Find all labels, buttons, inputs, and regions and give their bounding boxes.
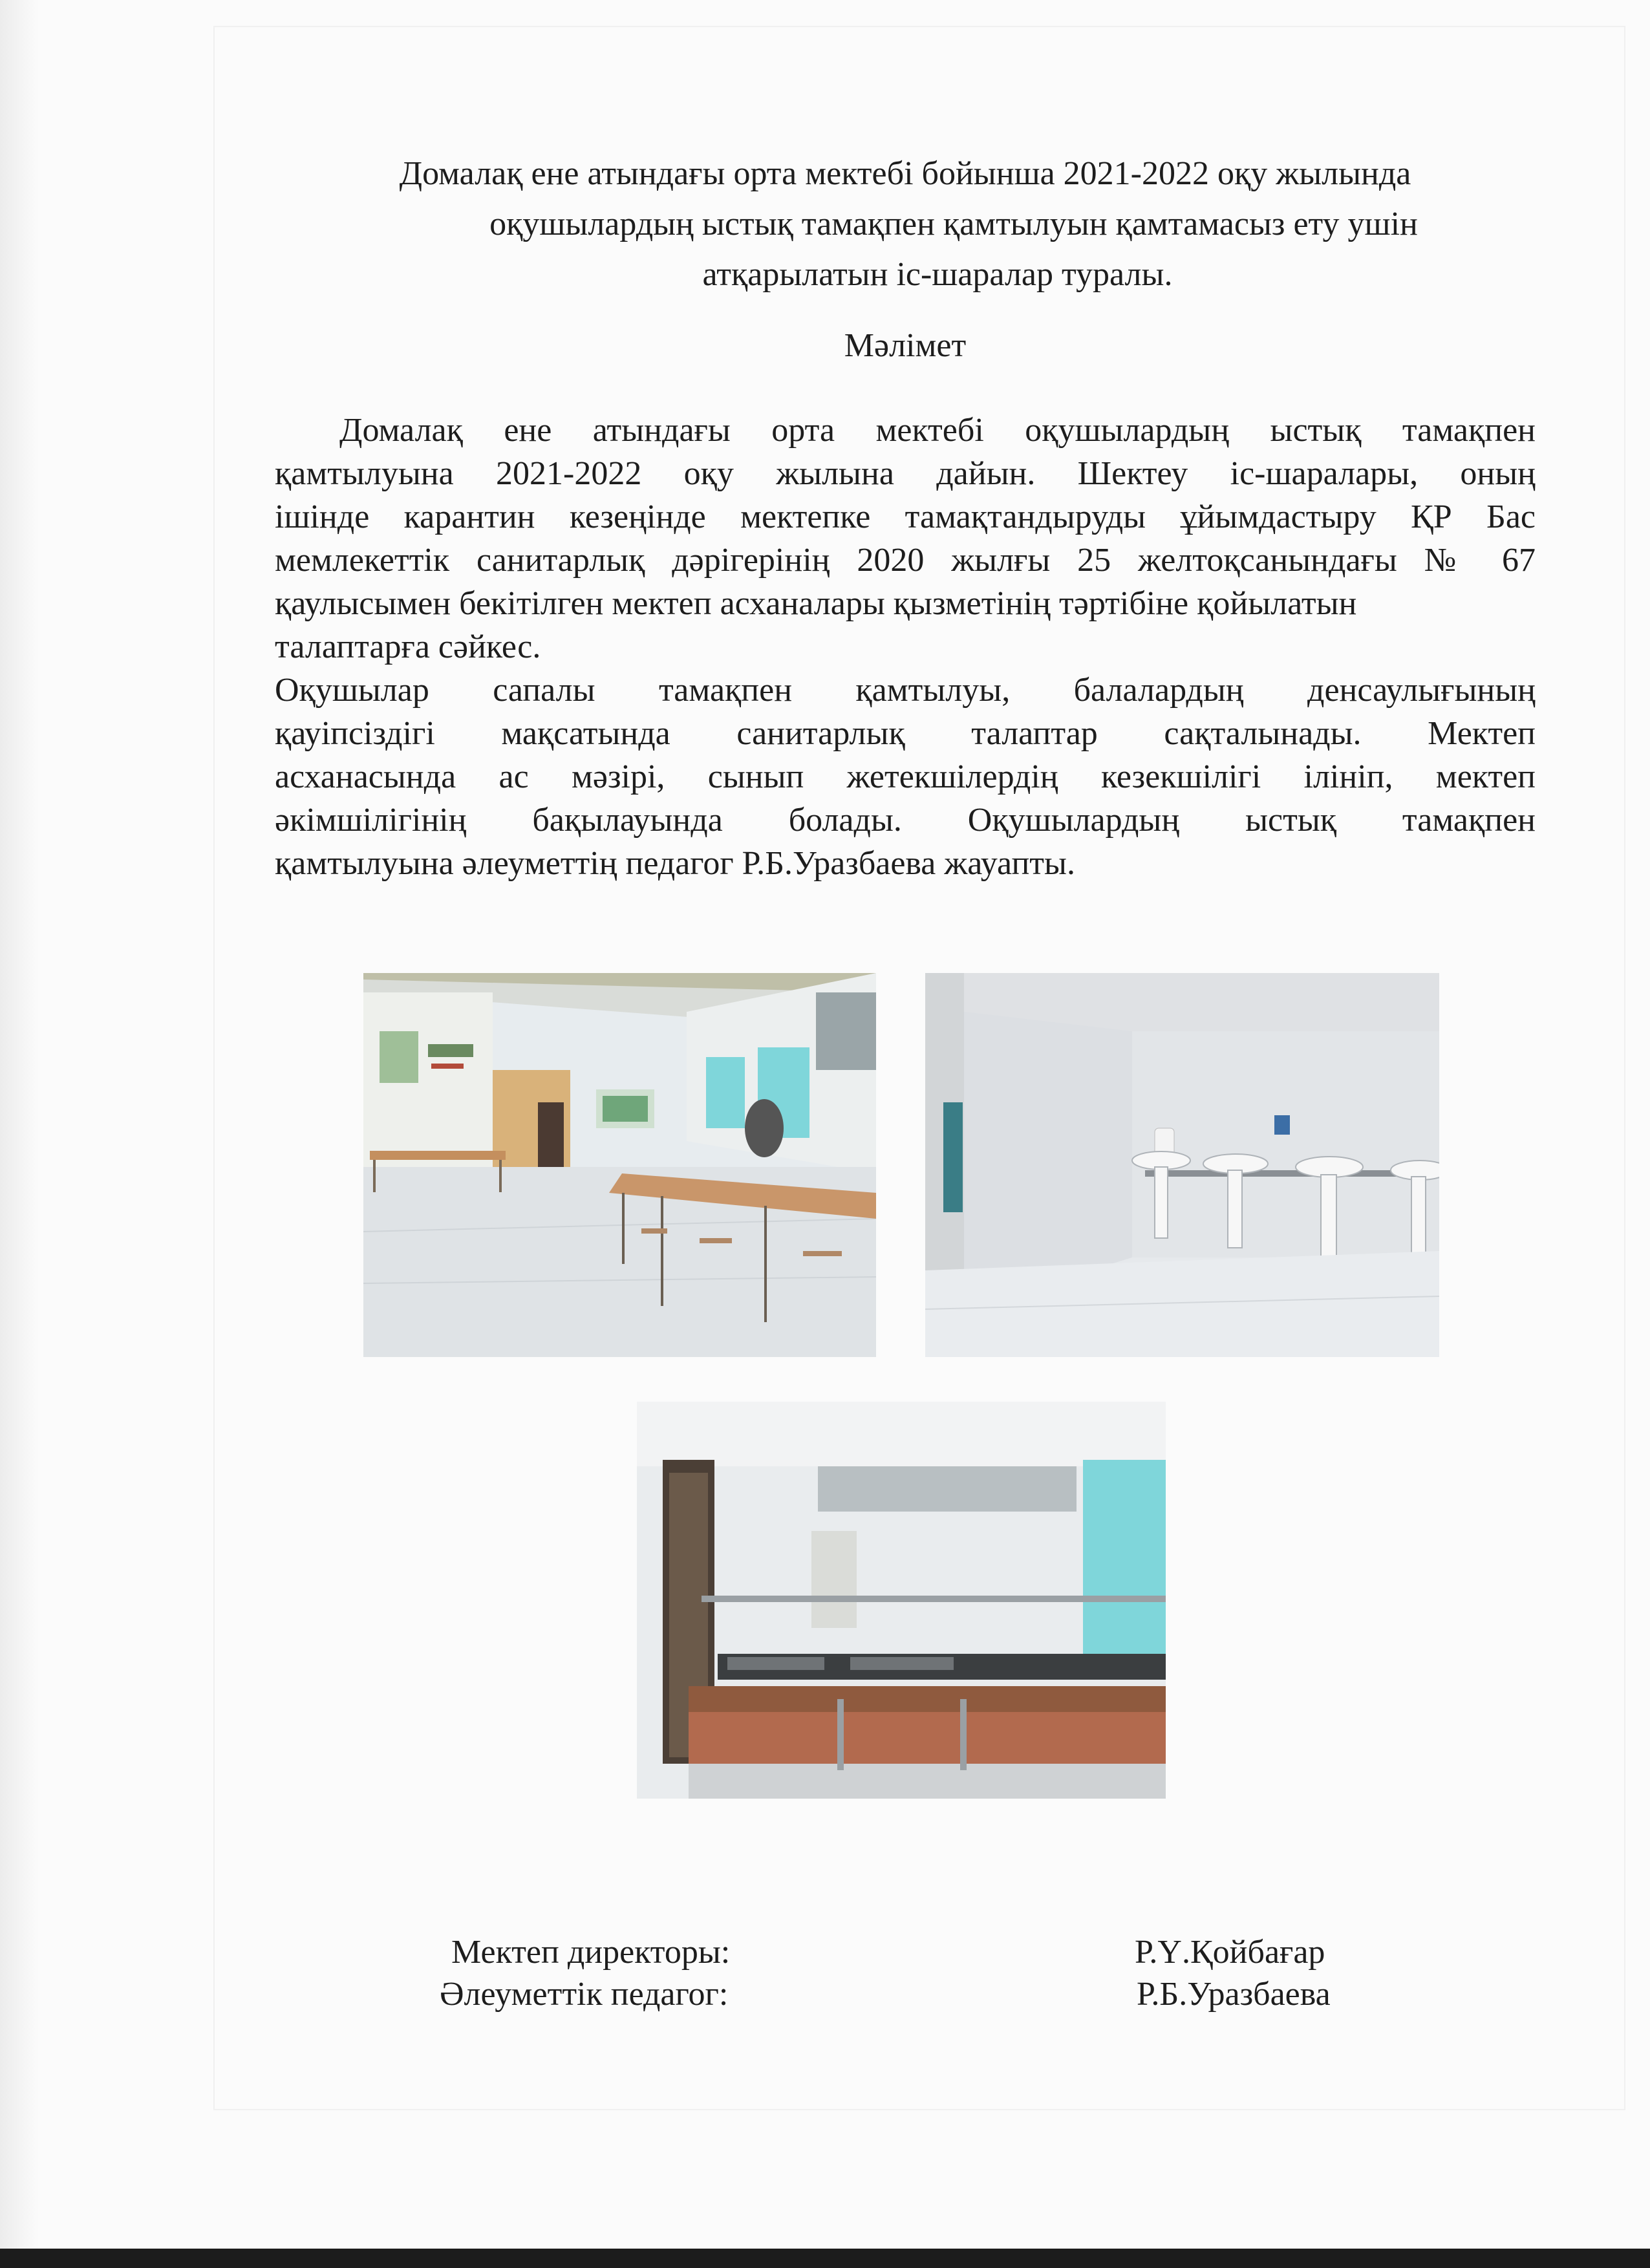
title-line-1: Домалақ ене атындағы орта мектебі бойынша 2021-2022 оқу жылында — [399, 155, 1411, 192]
paragraph-1-line: қаулысымен бекітілген мектеп асханалары қызметінің тәртібіне қойылатын — [275, 585, 1357, 622]
scan-shadow-bottom — [0, 2249, 1650, 2268]
title-line-2: оқушылардың ыстық тамақпен қамтылуын қамтамасыз ету ушін — [489, 206, 1418, 242]
photo-washroom — [925, 973, 1439, 1357]
paragraph-1-line: талаптарға сәйкес. — [275, 628, 541, 665]
title-line-3: атқарылатын іс-шаралар туралы. — [702, 256, 1173, 293]
paragraph-1-line: мемлекеттік санитарлық дәрігерінің 2020 жылғы 25 желтоқсанындағы № 67 — [275, 542, 1536, 579]
document-body — [275, 409, 1536, 885]
signature-name-director: Р.Ү.Қойбағар — [1135, 1934, 1325, 1971]
paragraph-2-line: қауіпсіздігі мақсатында санитарлық талаптар сақталынады. Мектеп — [275, 715, 1536, 752]
paragraph-2-line: асханасында ас мәзірі, сынып жетекшілердің кезекшілігі ілініп, мектеп — [275, 758, 1536, 795]
photo-dining-hall — [363, 973, 876, 1357]
paragraph-2-line: әкімшілігінің бақылауында болады. Оқушылардың ыстық тамақпен — [275, 802, 1536, 839]
scan-shadow-left — [0, 0, 39, 2268]
document-title — [272, 149, 1539, 300]
paragraph-2 — [275, 669, 1536, 885]
paragraph-1-line: Домалақ ене атындағы орта мектебі оқушылардың ыстық тамақпен — [339, 412, 1536, 449]
signature-role-director: Мектеп директоры: — [451, 1934, 731, 1971]
paragraph-2-line: қамтылуына әлеуметтің педагог Р.Б.Уразбаева жауапты. — [275, 845, 1075, 882]
document-subtitle: Мәлімет — [844, 327, 967, 364]
paragraph-1-line: қамтылуына 2021-2022 оқу жылына дайын. Шектеу іс-шаралары, оның — [275, 455, 1536, 492]
paragraph-1 — [275, 409, 1536, 452]
paragraph-1-cont — [275, 452, 1536, 669]
paragraph-2-line: Оқушылар сапалы тамақпен қамтылуы, балалардың денсаулығының — [275, 672, 1536, 709]
photo-serving-counter — [637, 1402, 1166, 1799]
paragraph-1-line: ішінде карантин кезеңінде мектепке тамақтандыруды ұйымдастыру ҚР Бас — [275, 498, 1536, 535]
signature-name-social-pedagogue: Р.Б.Уразбаева — [1137, 1976, 1331, 2013]
signature-role-social-pedagogue: Әлеуметтік педагог: — [440, 1976, 729, 2013]
